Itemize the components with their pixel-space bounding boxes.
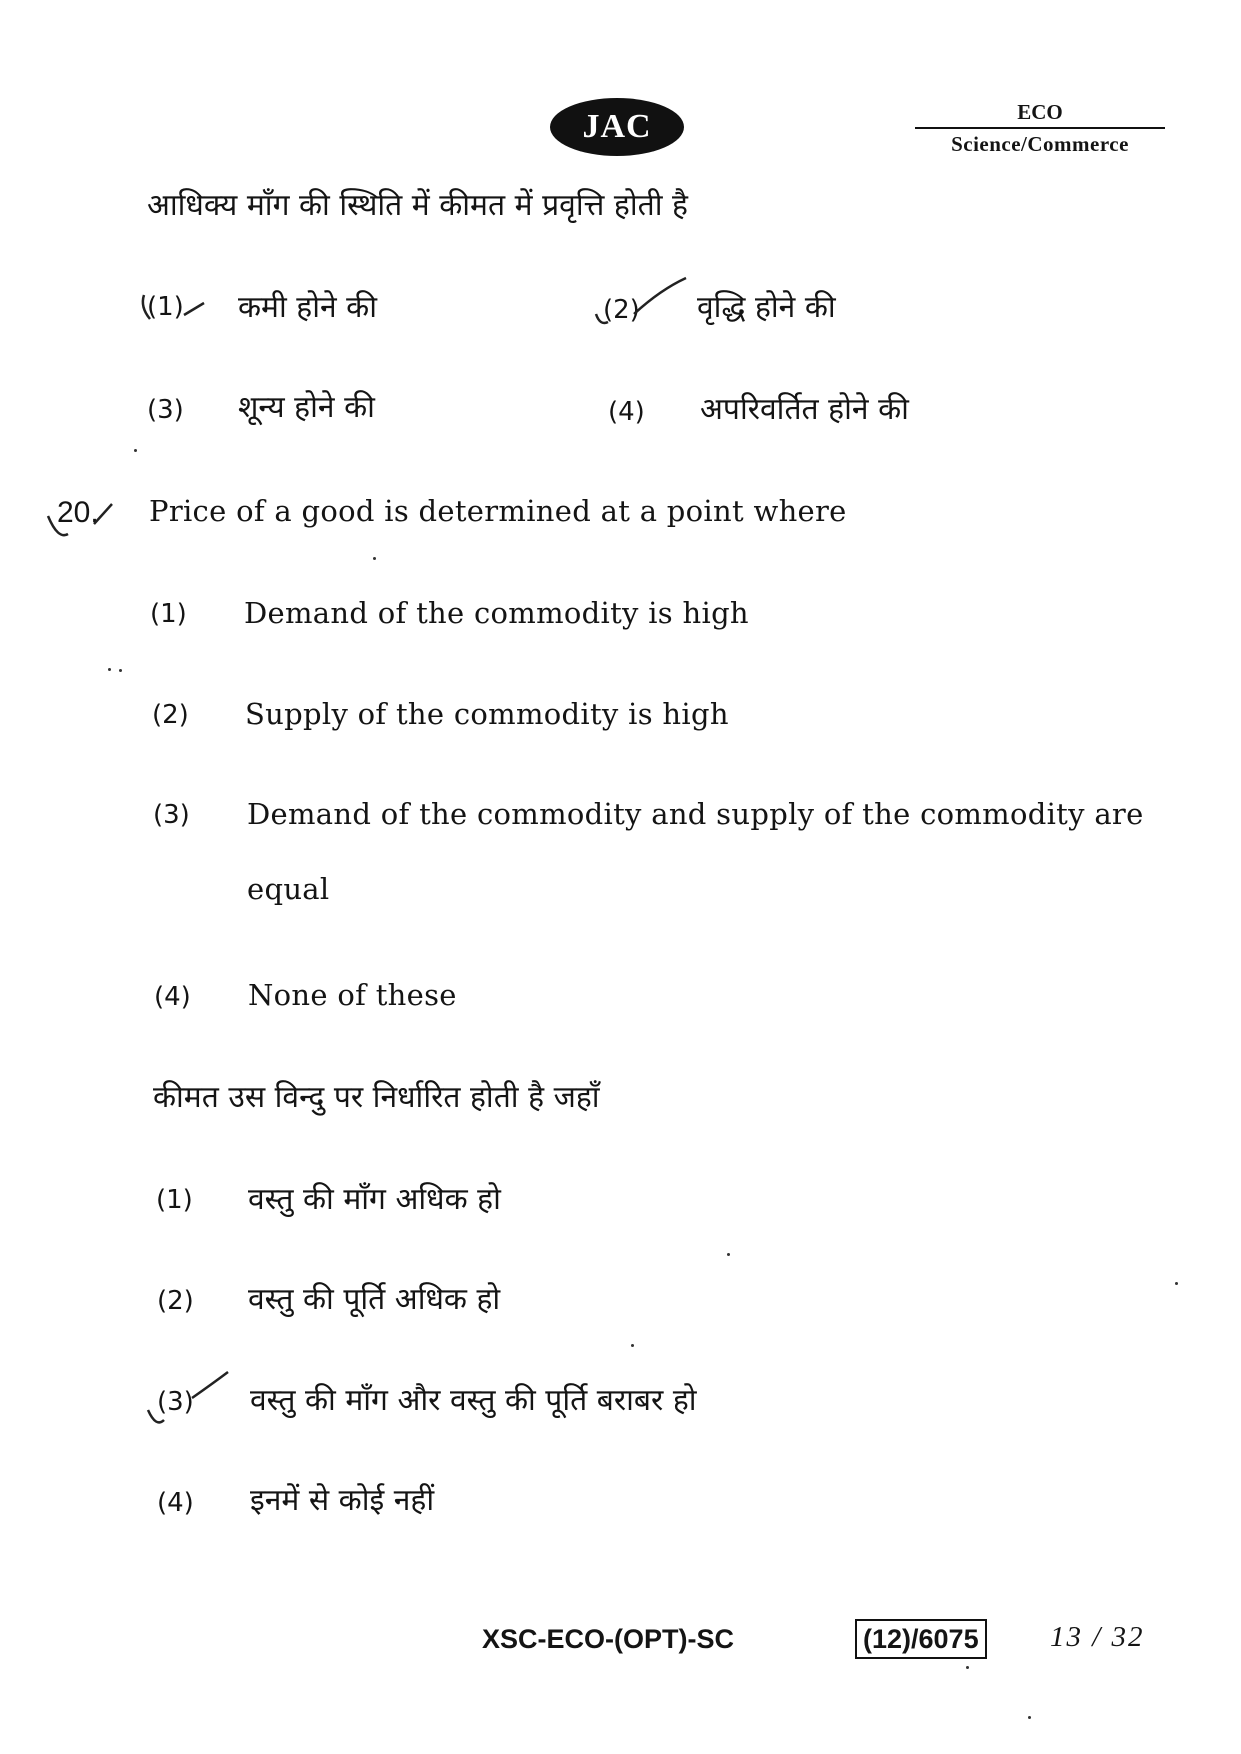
q20-opt2-num: (2) [152,700,189,730]
q20-opt3-text: Demand of the commodity and supply of the commodity are [247,797,1144,831]
speck [119,669,122,672]
q19-opt1-text: कमी होने की [238,290,377,325]
q20-opt4-text: None of these [248,978,457,1012]
q20-hindi-stem: कीमत उस विन्दु पर निर्धारित होती है जहाँ [153,1080,600,1115]
set-code-box: (12)/6075 [855,1619,987,1659]
speck [108,668,111,671]
speck [727,1253,730,1256]
tick-mark-icon [142,1370,232,1430]
tick-mark-icon [138,285,208,335]
speck [966,1666,969,1669]
page-number: 13 / 32 [1050,1621,1145,1653]
q19-hindi-stem: आधिक्य माँग की स्थिति में कीमत में प्रवृत्ति होती है [147,188,688,223]
q20h-opt4-text: इनमें से कोई नहीं [250,1483,435,1518]
speck [1028,1716,1031,1719]
q20-opt1-text: Demand of the commodity is high [244,596,749,630]
q20-opt3-num: (3) [153,800,190,830]
q19-opt2-text: वृद्धि होने की [697,290,836,325]
q19-opt2-num: (2) [603,295,640,325]
q19-opt3-text: शून्य होने की [238,390,375,425]
q20h-opt3-num: (3) [157,1387,194,1417]
q19-opt3-num: (3) [147,395,184,425]
jac-logo [550,98,684,156]
q20-opt2-text: Supply of the commodity is high [245,697,729,731]
q20-stem: Price of a good is determined at a point where [149,494,847,528]
q20h-opt2-num: (2) [157,1286,194,1316]
q20h-opt1-text: वस्तु की माँग अधिक हो [248,1182,501,1217]
tick-mark-icon [590,270,690,335]
q20h-opt1-num: (1) [156,1185,193,1215]
subject-code: ECO [1017,100,1063,124]
subject-divider [915,127,1165,129]
q20h-opt3-text: वस्तु की माँग और वस्तु की पूर्ति बराबर हो [250,1383,697,1418]
q20-opt3-text-cont: equal [247,872,330,906]
q20h-opt4-num: (4) [157,1488,194,1518]
q19-opt4-num: (4) [608,397,645,427]
logo-text: JAC [582,108,652,145]
q20-number: 20. [57,496,99,529]
q20-opt4-num: (4) [154,982,191,1012]
tick-mark-icon [44,498,114,542]
q19-opt4-text: अपरिवर्तित होने की [700,392,909,427]
stream-label: Science/Commerce [951,132,1129,156]
subject-header [915,100,1165,157]
q20-opt1-num: (1) [150,599,187,629]
paper-code: XSC-ECO-(OPT)-SC [482,1624,734,1654]
speck [134,449,137,452]
speck [631,1344,634,1347]
speck [373,557,376,560]
q20h-opt2-text: वस्तु की पूर्ति अधिक हो [248,1282,501,1317]
q19-opt1-num: (1) [147,292,184,322]
speck [1175,1282,1178,1285]
